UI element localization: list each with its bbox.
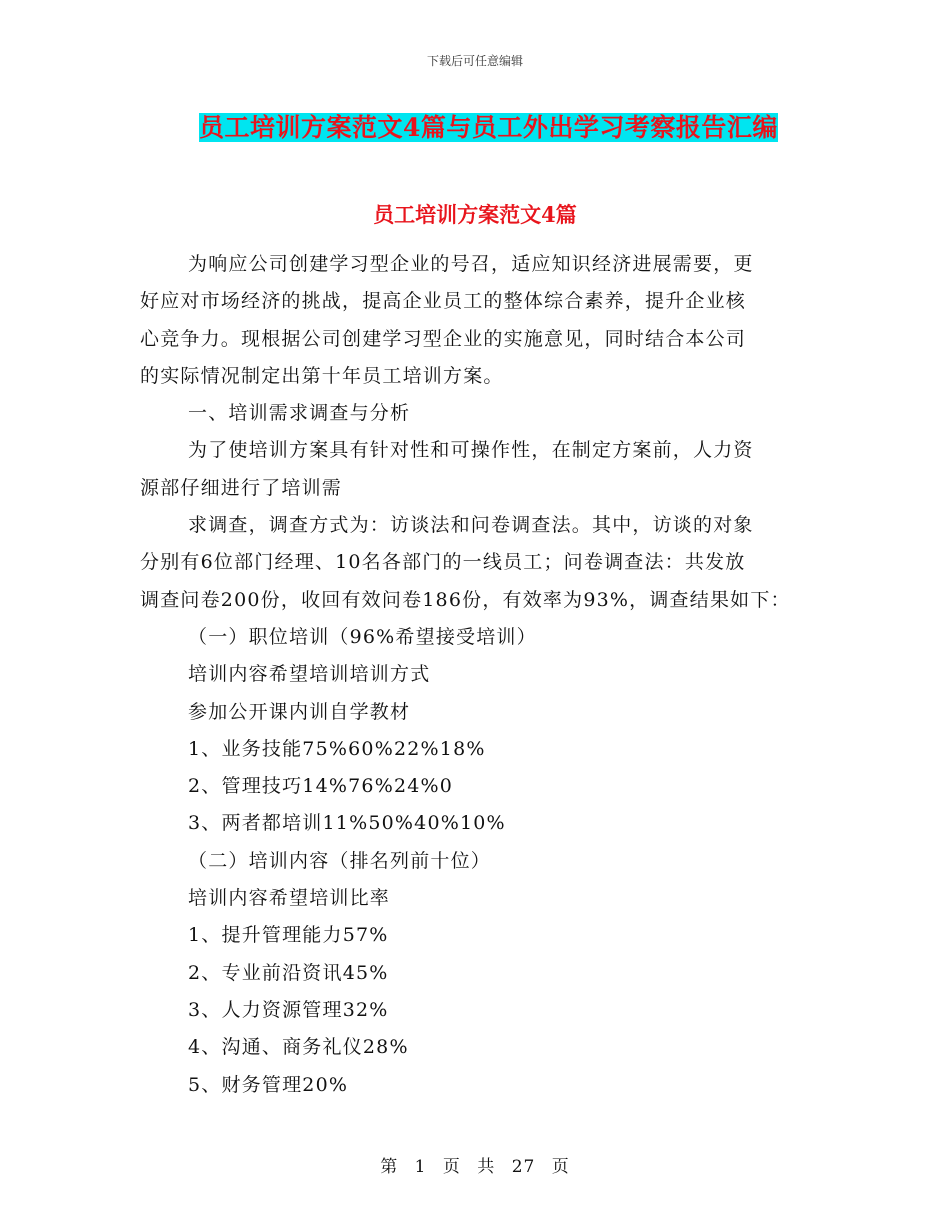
paragraph-line: 分别有6位部门经理、10名各部门的一线员工；问卷调查法：共发放 [140, 551, 746, 574]
paragraph-line: 的实际情况制定出第十年员工培训方案。 [140, 364, 504, 387]
paragraph-line: 源部仔细进行了培训需 [140, 476, 343, 499]
paragraph-line: 求调查，调查方式为：访谈法和问卷调查法。其中，访谈的对象 [188, 514, 754, 537]
list-item: 4、沟通、商务礼仪28% [188, 1036, 409, 1059]
subsection-heading: （一）职位培训（96%希望接受培训） [188, 625, 537, 648]
list-item: 参加公开课内训自学教材 [188, 700, 411, 723]
footer-di: 第 [380, 1157, 399, 1177]
subsection-heading: （二）培训内容（排名列前十位） [188, 849, 492, 872]
list-item: 1、提升管理能力57% [188, 924, 389, 947]
document-title [197, 110, 780, 146]
page-footer [0, 1152, 950, 1177]
paragraph-line: 为了使培训方案具有针对性和可操作性，在制定方案前，人力资 [188, 439, 754, 462]
list-item: 培训内容希望培训培训方式 [188, 663, 431, 686]
page-number: 1 [414, 1157, 427, 1177]
document-body [140, 246, 800, 1104]
paragraph-line: 心竞争力。现根据公司创建学习型企业的实施意见，同时结合本公司 [140, 327, 747, 350]
footer-ye-2: 页 [551, 1157, 570, 1177]
list-item: 培训内容希望培训比率 [188, 887, 391, 910]
list-item: 5、财务管理20% [188, 1073, 349, 1096]
paragraph-line: 好应对市场经济的挑战，提高企业员工的整体综合素养，提升企业核 [140, 290, 747, 313]
document-title-text: 员工培训方案范文4篇与员工外出学习考察报告汇编 [199, 113, 778, 142]
list-item: 2、专业前沿资讯45% [188, 961, 389, 984]
paragraph-line: 为响应公司创建学习型企业的号召，适应知识经济进展需要，更 [188, 253, 754, 275]
list-item: 3、两者都培训11%50%40%10% [188, 812, 506, 835]
list-item: 3、人力资源管理32% [188, 998, 389, 1021]
section-heading: 一、培训需求调查与分析 [188, 402, 411, 425]
footer-gong: 共 [477, 1157, 496, 1177]
list-item: 2、管理技巧14%76%24%0 [188, 775, 454, 798]
header-note: 下载后可任意编辑 [426, 54, 523, 68]
page-total: 27 [511, 1157, 536, 1177]
footer-ye: 页 [442, 1157, 461, 1177]
list-item: 1、业务技能75%60%22%18% [188, 737, 486, 760]
paragraph-line: 调查问卷200份，收回有效问卷186份，有效率为93%，调查结果如下： [140, 588, 791, 611]
section-title: 员工培训方案范文4篇 [373, 202, 577, 227]
